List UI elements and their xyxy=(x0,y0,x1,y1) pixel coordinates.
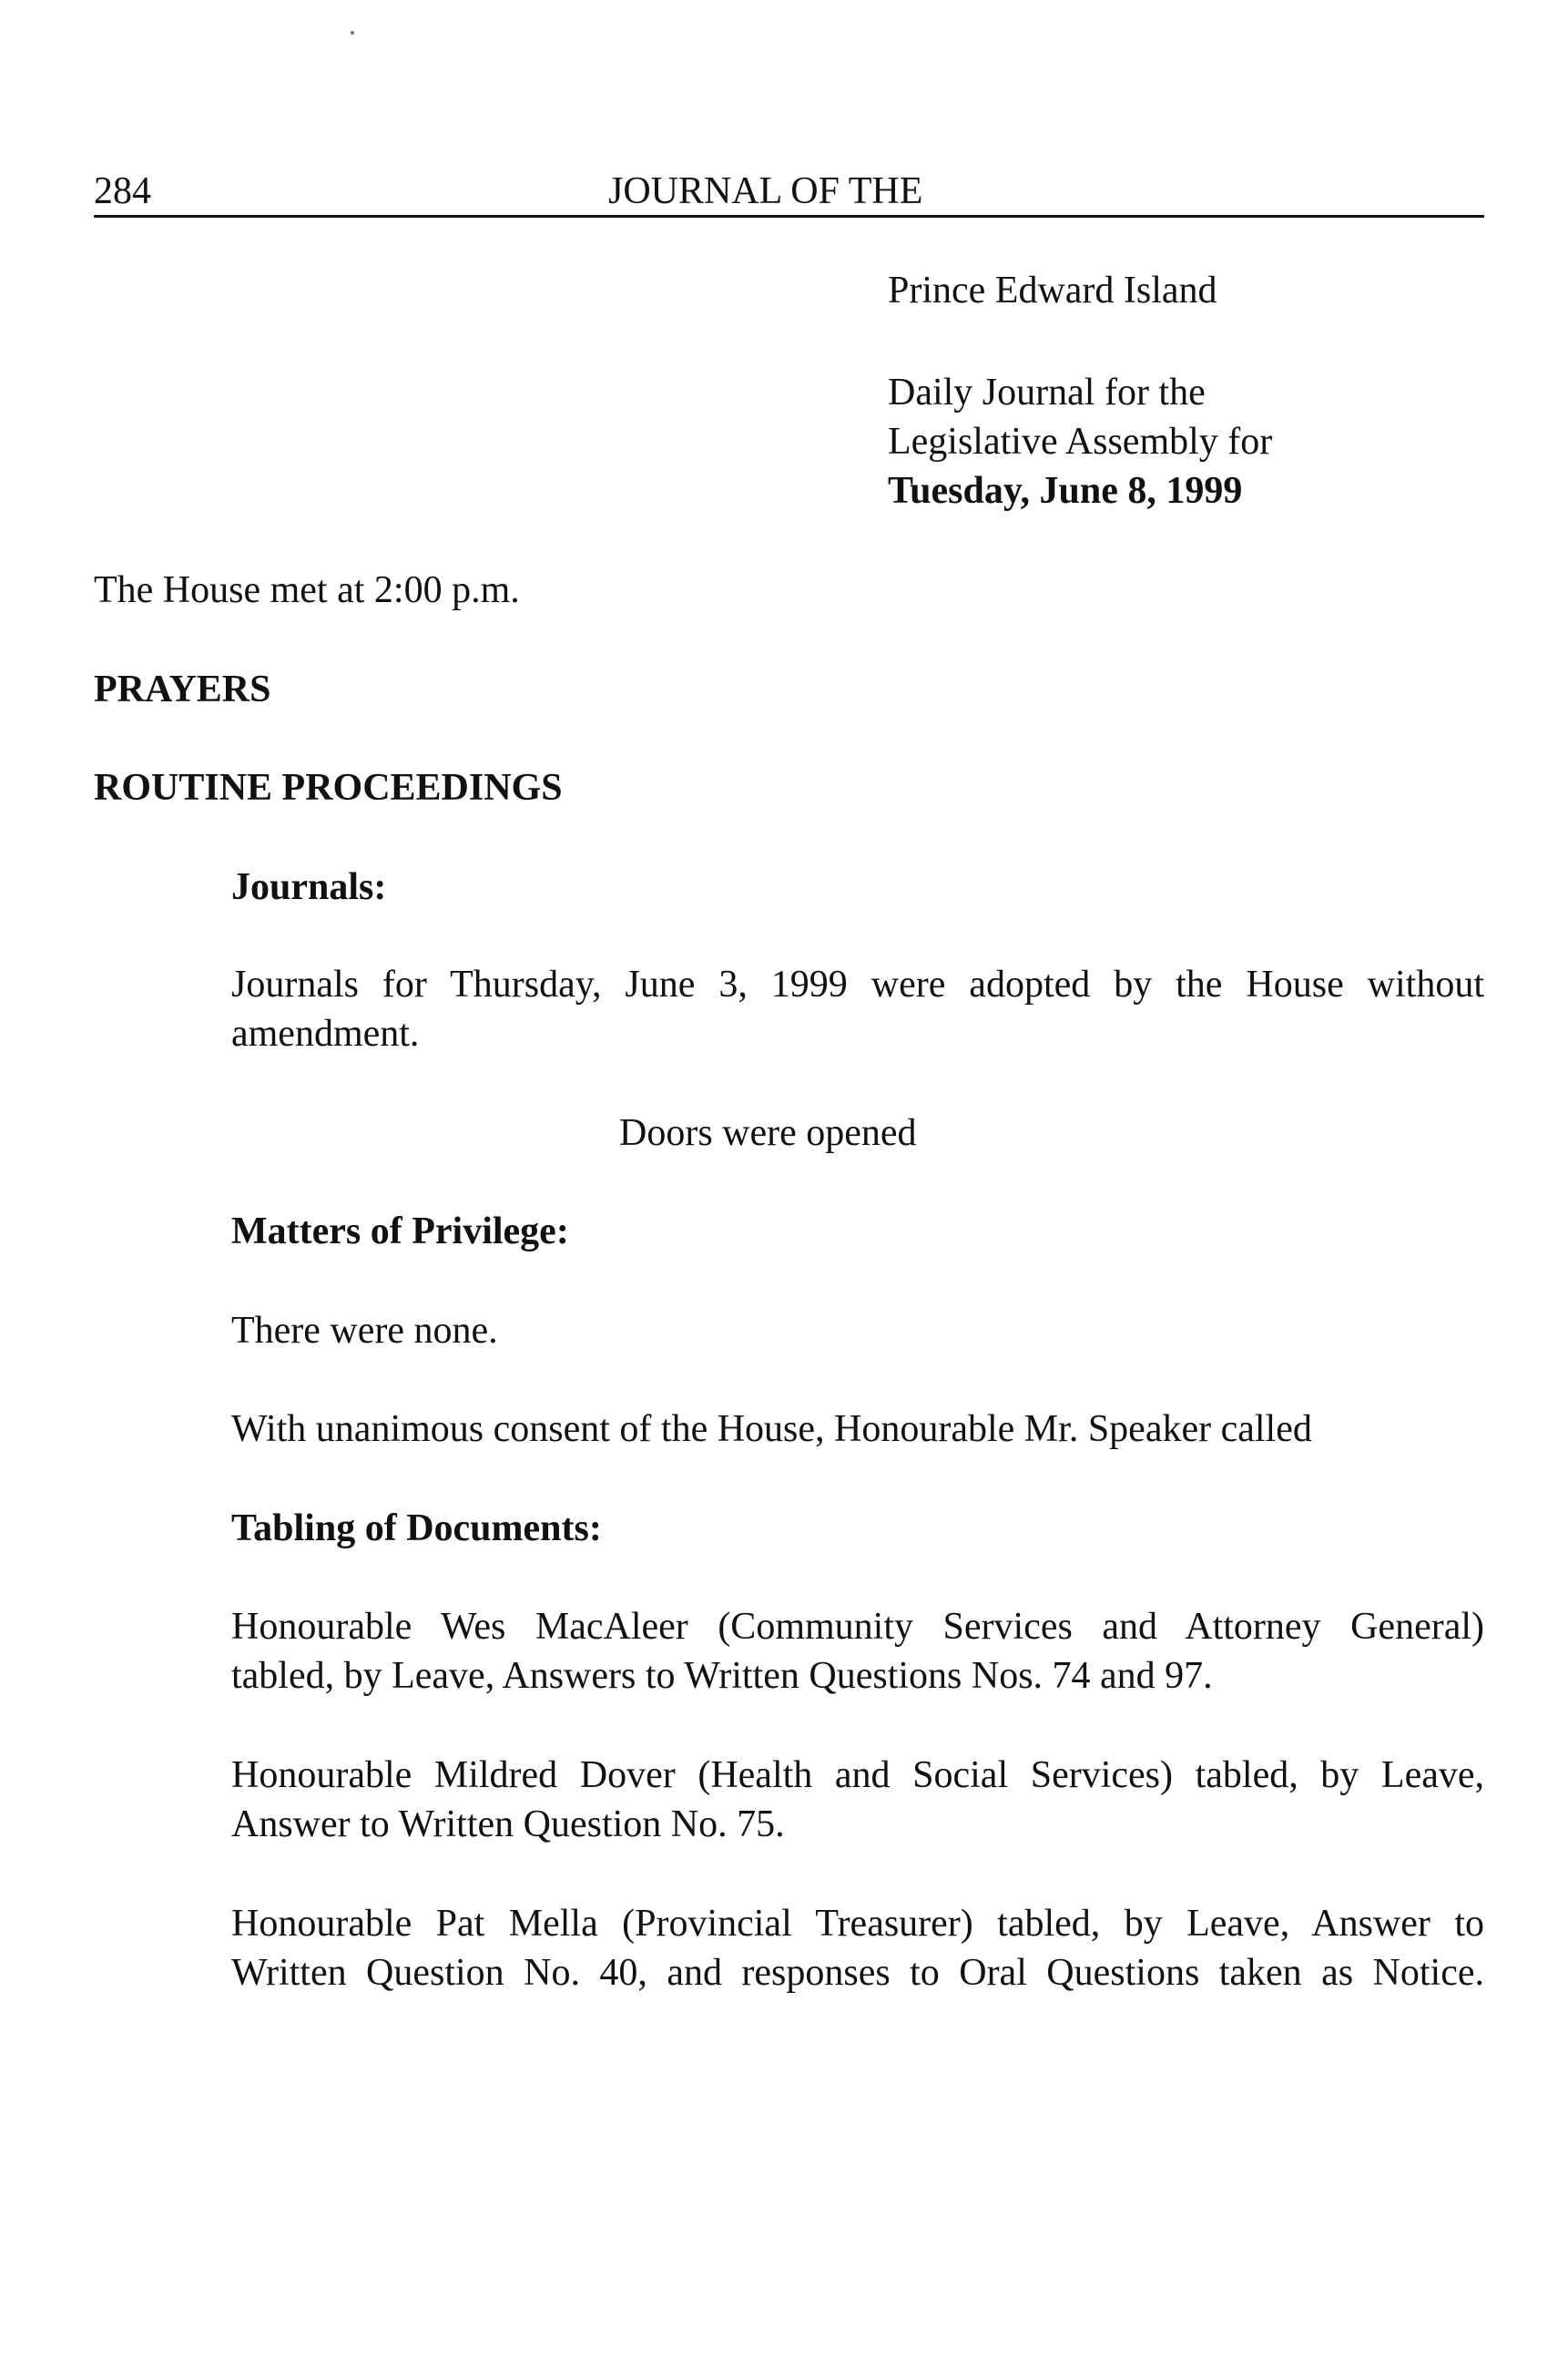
journal-date: Tuesday, June 8, 1999 xyxy=(888,470,1243,512)
journals-text-line-1: Journals for Thursday, June 3, 1999 were adopted by the House without xyxy=(231,964,1484,1006)
tabling-item-line-1: Honourable Wes MacAleer (Community Services and Attorney General) xyxy=(231,1606,1484,1648)
tabling-item-line-2: Answer to Written Question No. 75. xyxy=(231,1803,785,1845)
prayers-heading: PRAYERS xyxy=(94,669,271,710)
header-rule xyxy=(94,215,1484,218)
scan-speck xyxy=(351,31,354,35)
journal-title-line-1: Daily Journal for the xyxy=(888,372,1206,414)
journal-title-line-2: Legislative Assembly for xyxy=(888,421,1273,463)
privilege-text: There were none. xyxy=(231,1310,498,1352)
routine-proceedings-heading: ROUTINE PROCEEDINGS xyxy=(94,767,563,809)
journals-paragraph xyxy=(231,960,1484,1058)
house-met-text: The House met at 2:00 p.m. xyxy=(94,569,520,611)
page-number: 284 xyxy=(94,170,151,212)
tabling-item xyxy=(231,1751,1484,1849)
unanimous-consent-text: With unanimous consent of the House, Honourable Mr. Speaker called xyxy=(231,1408,1312,1450)
running-title: JOURNAL OF THE xyxy=(608,170,923,212)
tabling-item-line-1: Honourable Pat Mella (Provincial Treasurer) tabled, by Leave, Answer to xyxy=(231,1903,1484,1945)
privilege-heading: Matters of Privilege: xyxy=(231,1210,569,1252)
tabling-item-line-1: Honourable Mildred Dover (Health and Social Services) tabled, by Leave, xyxy=(231,1754,1484,1796)
province-name: Prince Edward Island xyxy=(888,270,1217,312)
journals-text-line-2: amendment. xyxy=(231,1013,420,1055)
journals-heading: Journals: xyxy=(231,866,387,908)
tabling-item xyxy=(231,1899,1484,1997)
tabling-heading: Tabling of Documents: xyxy=(231,1507,602,1549)
doors-opened-text: Doors were opened xyxy=(619,1112,917,1154)
tabling-item-line-2: tabled, by Leave, Answers to Written Questions Nos. 74 and 97. xyxy=(231,1655,1213,1697)
tabling-item-line-2: Written Question No. 40, and responses to Oral Questions taken as Notice. xyxy=(231,1952,1484,1994)
tabling-item xyxy=(231,1602,1484,1701)
